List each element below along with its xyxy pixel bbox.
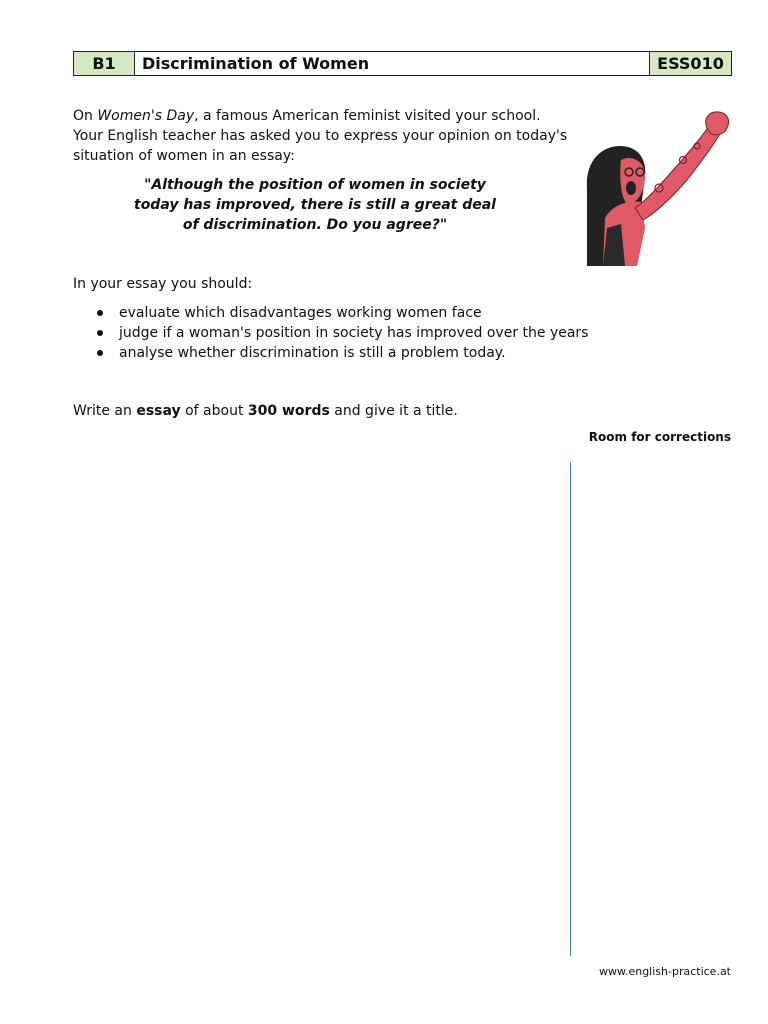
worksheet-title: Discrimination of Women — [135, 52, 649, 75]
level-badge: B1 — [74, 52, 135, 75]
corrections-label: Room for corrections — [588, 430, 731, 444]
list-item: judge if a woman's position in society has improved over the years — [97, 323, 588, 343]
intro-paragraph — [73, 106, 573, 166]
feminist-raised-fist-illustration — [585, 108, 735, 266]
task-lead: In your essay you should: — [73, 276, 253, 292]
list-item: evaluate which disadvantages working women face — [97, 303, 588, 323]
intro-rest: , a famous American feminist visited your school. Your English teacher has asked you to express your opinion on today's situation of women in an essay: — [73, 108, 568, 164]
margin-divider-line — [570, 462, 571, 956]
footer-url: www.english-practice.at — [598, 965, 731, 978]
intro-emphasis: Women's Day — [97, 108, 195, 124]
worksheet-header — [73, 51, 732, 76]
instruction-text: of about — [180, 403, 248, 419]
intro-prefix: On — [73, 108, 98, 124]
instruction-bold-essay: essay — [136, 403, 181, 419]
essay-prompt-quote: "Although the position of women in society today has improved, there is still a great deal of discrimination. Do you agree?" — [134, 177, 496, 233]
instruction-text: and give it a title. — [329, 403, 458, 419]
instruction-bold-word-count: 300 words — [247, 403, 330, 419]
word-count-instruction — [73, 401, 458, 421]
list-item: analyse whether discrimination is still a problem today. — [97, 343, 588, 363]
task-bullet-list — [97, 303, 588, 363]
worksheet-code: ESS010 — [649, 52, 731, 75]
instruction-text: Write an — [73, 403, 137, 419]
